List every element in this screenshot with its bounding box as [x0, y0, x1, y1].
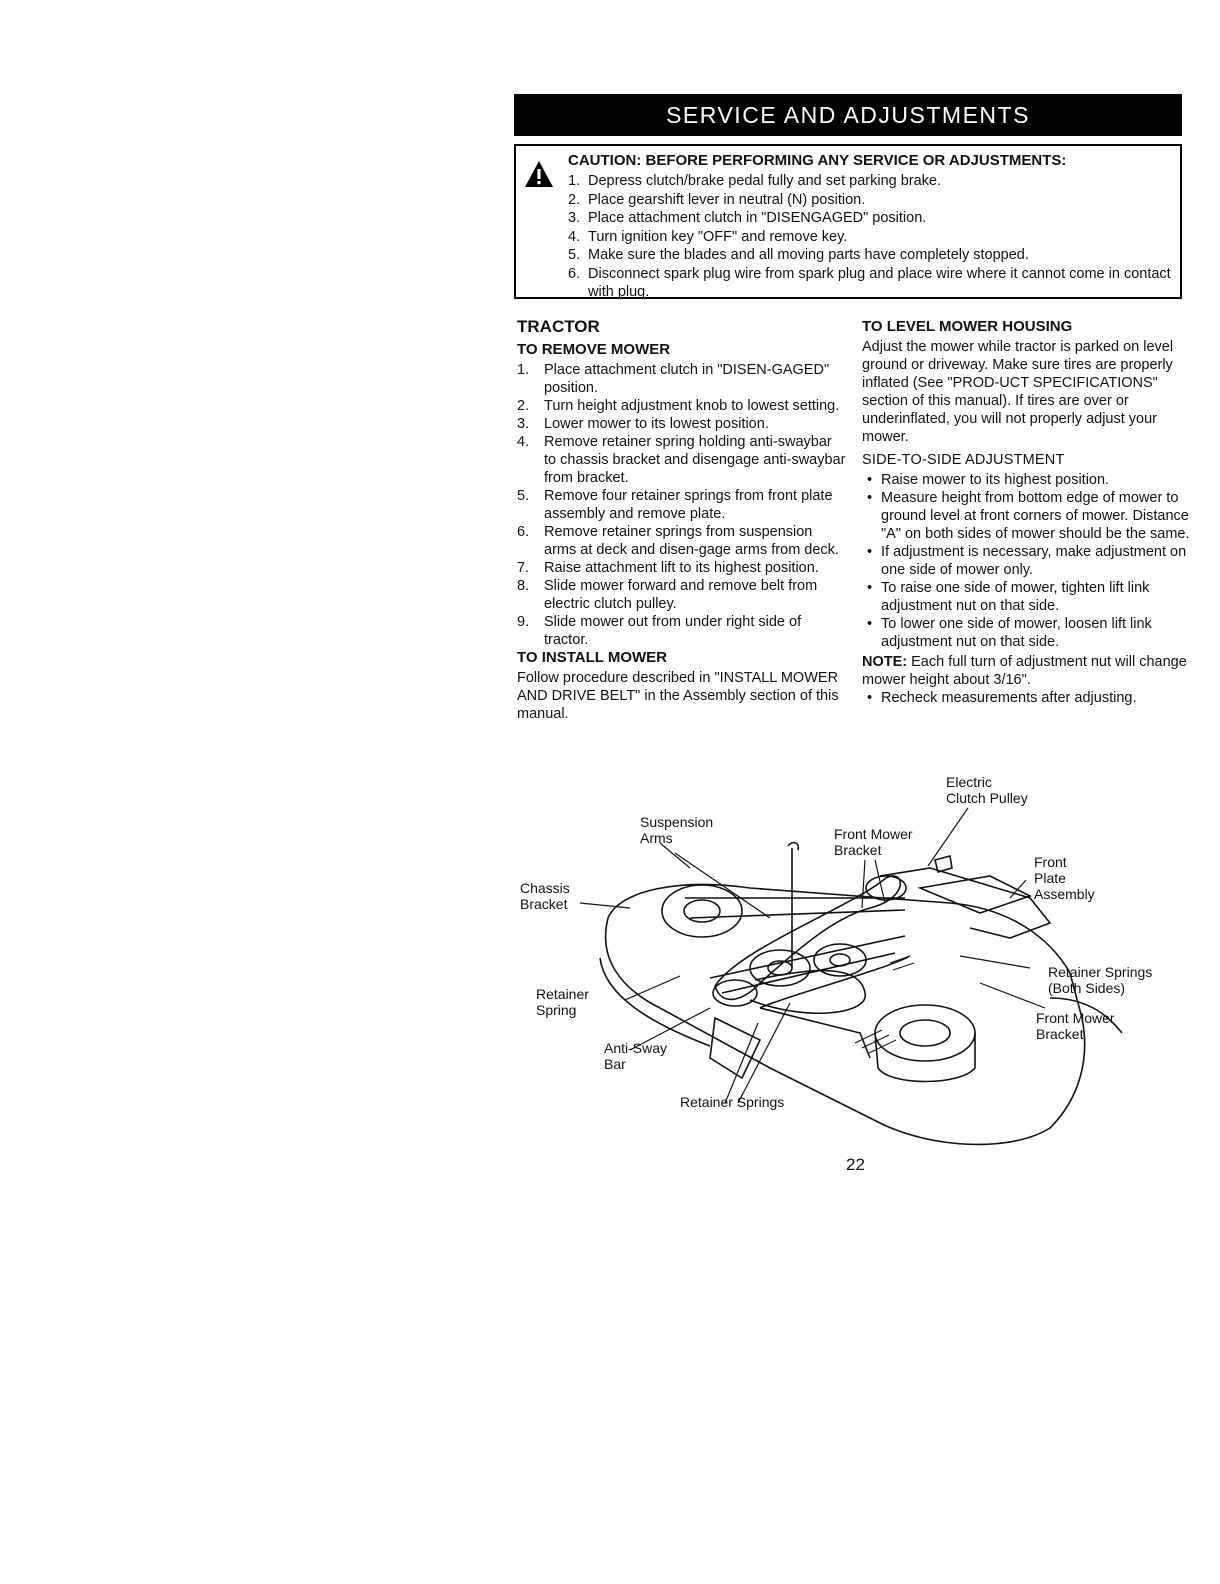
- caution-step: 1. Depress clutch/brake pedal fully and set parking brake.: [568, 173, 942, 189]
- label-front-mower-bracket-top: Front Mower Bracket: [834, 826, 913, 858]
- list-item: • To lower one side of mower, loosen lift link adjustment nut on that side.: [867, 616, 1152, 650]
- label-electric-clutch-pulley: Electric Clutch Pulley: [946, 774, 1028, 806]
- list-item: 8. Slide mower forward and remove belt from electric clutch pulley.: [517, 578, 818, 612]
- list-item: 5. Remove four retainer springs from front plate assembly and remove plate.: [517, 488, 833, 522]
- note: [862, 653, 1192, 689]
- install-mower-heading: TO INSTALL MOWER: [517, 649, 667, 666]
- remove-mower-steps: [517, 361, 847, 649]
- page-number: 22: [846, 1155, 865, 1174]
- adjustment-bullets: [862, 471, 1192, 651]
- caution-step: 4. Turn ignition key "OFF" and remove key.: [568, 228, 848, 245]
- level-mower-intro: Adjust the mower while tractor is parked on level ground or driveway. Make sure tires are properly inflated (See "PROD-UCT SPECIFICATIONS" section of this manual). If tires are over or underinflated, you will not properly adjust your mower.: [862, 339, 1174, 445]
- note-text: Each full turn of adjustment nut will change mower height about 3/16".: [862, 654, 1187, 688]
- caution-step: 3. Place attachment clutch in "DISENGAGED" position.: [568, 210, 927, 226]
- list-item: 7. Raise attachment lift to its highest position.: [517, 560, 819, 576]
- final-bullets: [862, 689, 1192, 707]
- caution-step: 6. Disconnect spark plug wire from spark plug and place wire where it cannot come in contact with plug.: [568, 265, 1171, 300]
- list-item: 1. Place attachment clutch in "DISEN-GAGED" position.: [517, 362, 830, 396]
- list-item: 9. Slide mower out from under right side of tractor.: [517, 614, 802, 648]
- right-column: [862, 318, 1192, 707]
- note-label: NOTE:: [862, 654, 908, 670]
- caution-title: CAUTION: BEFORE PERFORMING ANY SERVICE OR ADJUSTMENTS:: [568, 152, 1067, 169]
- caution-step: 2. Place gearshift lever in neutral (N) position.: [568, 191, 866, 208]
- list-item: • If adjustment is necessary, make adjustment on one side of mower only.: [867, 544, 1187, 578]
- label-anti-sway-bar: Anti-Sway Bar: [604, 1040, 668, 1072]
- label-front-mower-bracket-bottom: Front Mower Bracket: [1036, 1010, 1115, 1042]
- side-to-side-heading: SIDE-TO-SIDE ADJUSTMENT: [862, 452, 1065, 468]
- label-retainer-springs-both: Retainer Springs (Both Sides): [1048, 964, 1153, 996]
- list-item: 3. Lower mower to its lowest position.: [517, 416, 769, 432]
- label-retainer-spring: Retainer Spring: [536, 986, 589, 1018]
- caution-steps: [568, 172, 1173, 302]
- list-item: 6. Remove retainer springs from suspension arms at deck and disen-gage arms from deck.: [517, 524, 839, 558]
- list-item: • Recheck measurements after adjusting.: [867, 690, 1137, 706]
- label-chassis-bracket: Chassis Bracket: [520, 880, 570, 912]
- caution-box: [514, 144, 1182, 299]
- label-front-plate-assembly: Front Plate Assembly: [1034, 854, 1095, 902]
- list-item: 2. Turn height adjustment knob to lowest setting.: [517, 398, 840, 414]
- label-suspension-arms: Suspension Arms: [640, 814, 714, 846]
- label-retainer-springs-bottom: Retainer Springs: [680, 1094, 785, 1110]
- level-mower-heading: TO LEVEL MOWER HOUSING: [862, 318, 1073, 335]
- remove-mower-heading: TO REMOVE MOWER: [517, 341, 671, 358]
- warning-triangle-icon: [524, 160, 554, 188]
- caution-step: 5. Make sure the blades and all moving parts have completely stopped.: [568, 247, 1029, 263]
- list-item: • To raise one side of mower, tighten lift link adjustment nut on that side.: [867, 580, 1150, 614]
- tractor-heading: TRACTOR: [517, 317, 600, 336]
- list-item: • Raise mower to its highest position.: [867, 472, 1110, 488]
- mower-deck-diagram: [510, 768, 1200, 1168]
- section-title: SERVICE AND ADJUSTMENTS: [666, 101, 1030, 128]
- list-item: 4. Remove retainer spring holding anti-swaybar to chassis bracket and disengage anti-swaybar from bracket.: [517, 434, 846, 486]
- left-column: [517, 318, 847, 723]
- list-item: • Measure height from bottom edge of mower to ground level at front corners of mower. Distance "A" on both sides of mower should be the same.: [867, 490, 1190, 542]
- install-mower-text: Follow procedure described in "INSTALL MOWER AND DRIVE BELT" in the Assembly section of this manual.: [517, 670, 839, 722]
- section-header: [514, 94, 1182, 136]
